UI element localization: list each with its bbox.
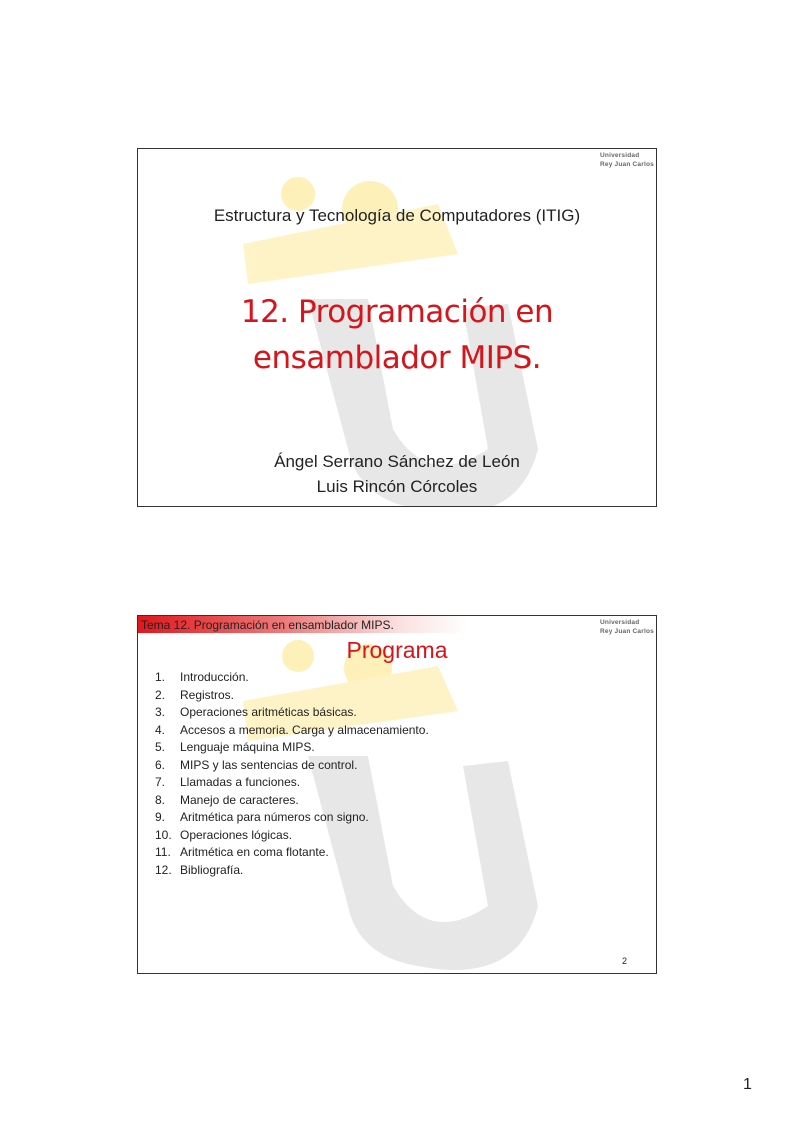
list-item [143,739,429,757]
item-number: 11. [155,845,171,859]
item-number: 8. [155,792,166,807]
item-text: Registros. [180,687,235,702]
list-item [143,809,429,827]
list-item [143,704,429,722]
item-number: 12. [155,862,172,877]
list-item [143,757,429,775]
slide-header: Tema 12. Programación en ensamblador MIPS. [141,618,394,632]
item-number: 10. [155,827,172,842]
list-item [143,722,429,740]
item-number: 5. [155,740,166,754]
list-item [143,669,429,687]
item-text: Introducción. [180,670,249,684]
item-number: 3. [155,705,166,719]
item-number: 9. [155,810,166,824]
item-text: Aritmética para números con signo. [180,810,369,824]
university-logo [600,619,656,636]
course-subject: Estructura y Tecnología de Computadores (ITIG) [213,206,581,225]
item-text: MIPS y las sentencias de control. [180,757,358,772]
list-item [143,687,429,705]
university-logo [600,152,656,169]
item-number: 7. [155,775,166,789]
logo-line-2: Rey Juan Carlos [600,160,654,168]
agenda-list [143,669,429,879]
item-number: 2. [155,687,166,702]
slide-number: 2 [621,956,627,966]
item-text: Lenguaje máquina MIPS. [180,740,315,754]
list-item [143,774,429,792]
list-item [143,792,429,810]
item-text: Operaciones lógicas. [180,827,293,842]
list-item [143,827,429,845]
slide-title [138,289,656,381]
item-number: 1. [155,670,166,684]
page-number: 1 [743,1076,752,1093]
logo-line-1: Universidad [600,152,640,159]
authors [138,449,656,499]
item-text: Bibliografía. [180,862,244,877]
item-text: Manejo de caracteres. [180,792,299,807]
item-number: 4. [155,722,166,737]
author-2: Luis Rincón Córcoles [316,477,478,496]
item-number: 6. [155,757,166,772]
list-item [143,862,429,880]
list-item [143,844,429,862]
logo-line-2: Rey Juan Carlos [600,627,654,635]
author-1: Ángel Serrano Sánchez de León [274,452,520,471]
agenda-title: Programa [346,637,448,663]
slide-title-line-1: 12. Programación en [240,294,554,330]
item-text: Aritmética en coma flotante. [180,845,329,859]
title-slide [137,148,657,507]
slide-title-line-2: ensamblador MIPS. [252,340,542,376]
item-text: Llamadas a funciones. [180,775,301,789]
item-text: Accesos a memoria. Carga y almacenamiento. [180,722,429,737]
item-text: Operaciones aritméticas básicas. [180,705,357,719]
logo-line-1: Universidad [600,619,640,626]
agenda-slide [137,615,657,974]
